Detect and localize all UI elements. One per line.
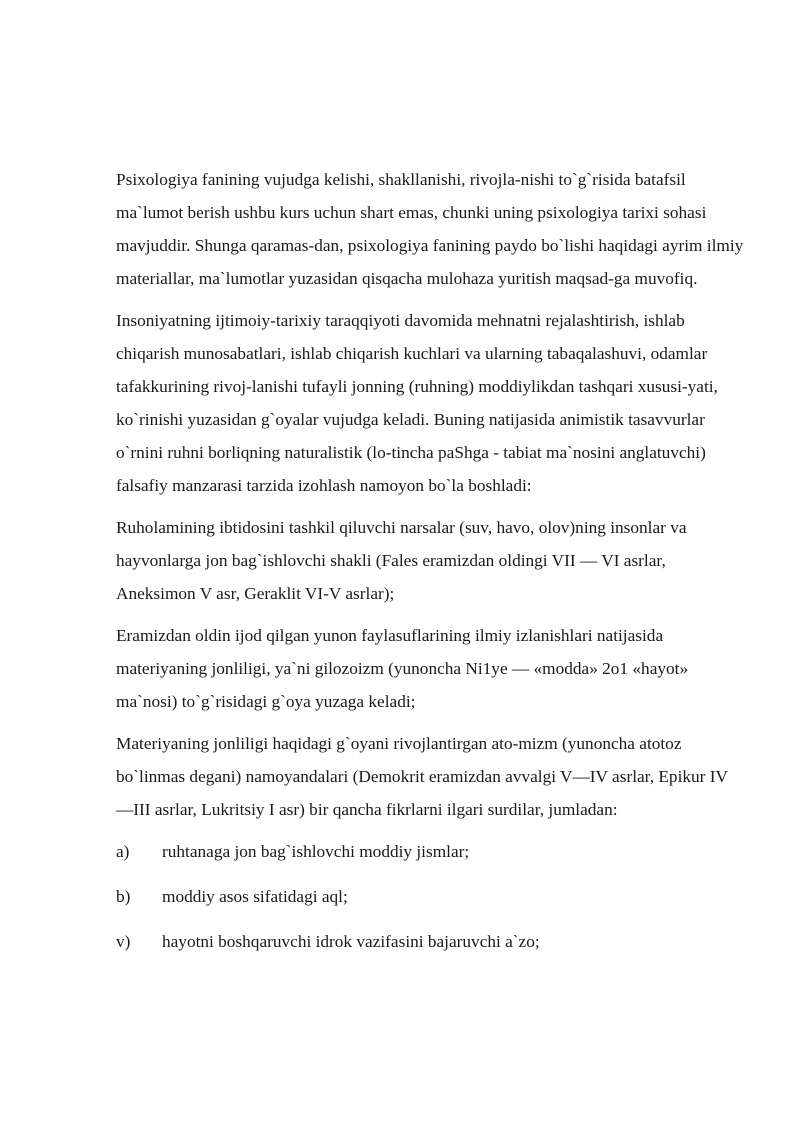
paragraph-1: Psixologiya fanining vujudga kelishi, shakllanishi, rivojla-nishi to`g`risida batafsil ma`lumot berish ushbu kurs uchun shart emas, chunki uning psixologiya tarixi sohasi mavjuddir. Shunga qaramas-dan, psixologiya fanining paydo bo`lishi haqidagi ayrim ilmiy materiallar, ma`lumotlar yuzasidan qisqacha mulohaza yuritish maqsad-ga muvofiq. xyxy=(116,170,744,288)
enumerated-list xyxy=(116,835,744,958)
list-item xyxy=(116,925,744,958)
document-body xyxy=(116,163,744,970)
paragraph-3: Ruholamining ibtidosini tashkil qiluvchi narsalar (suv, havo, olov)ning insonlar va hayvonlarga jon bag`ishlovchi shakli (Fales eramizdan oldingi VII — VI asrlar, Aneksimon V asr, Geraklit VI-V asrlar); xyxy=(116,518,687,603)
list-item xyxy=(116,835,744,868)
list-marker: v) xyxy=(116,932,131,951)
list-item-text: hayotni boshqaruvchi idrok vazifasini bajaruvchi a`zo; xyxy=(162,932,540,951)
list-marker: a) xyxy=(116,842,130,861)
paragraph-5: Materiyaning jonliligi haqidagi g`oyani rivojlantirgan ato-mizm (yunoncha atotoz bo`linmas degani) namoyandalari (Demokrit eramizdan avvalgi V—IV asrlar, Epikur IV—III asrlar, Lukritsiy I asr) bir qancha fikrlarni ilgari surdilar, jumladan: xyxy=(116,734,728,819)
paragraph-4: Eramizdan oldin ijod qilgan yunon faylasuflarining ilmiy izlanishlari natijasida materiyaning jonliligi, ya`ni gilozoizm (yunoncha Ni1ye — «modda» 2o1 «hayot» ma`nosi) to`g`risidagi g`oya yuzaga keladi; xyxy=(116,626,689,711)
paragraph-2: Insoniyatning ijtimoiy-tarixiy taraqqiyoti davomida mehnatni rejalashtirish, ishlab chiqarish munosabatlari, ishlab chiqarish kuchlari va ularning tabaqalashuvi, odamlar tafakkurining rivoj-lanishi tufayli jonning (ruhning) moddiylikdan tashqari xususi-yati, ko`rinishi yuzasidan g`oyalar vujudga keladi. Buning natijasida animistik tasavvurlar o`rnini ruhni borliqning naturalistik (lo-tincha paShga - tabiat ma`nosini anglatuvchi) falsafiy manzarasi tarzida izohlash namoyon bo`la boshladi: xyxy=(116,311,718,495)
list-marker: b) xyxy=(116,887,131,906)
list-item-text: moddiy asos sifatidagi aql; xyxy=(162,887,348,906)
list-item-text: ruhtanaga jon bag`ishlovchi moddiy jismlar; xyxy=(162,842,470,861)
list-item xyxy=(116,880,744,913)
